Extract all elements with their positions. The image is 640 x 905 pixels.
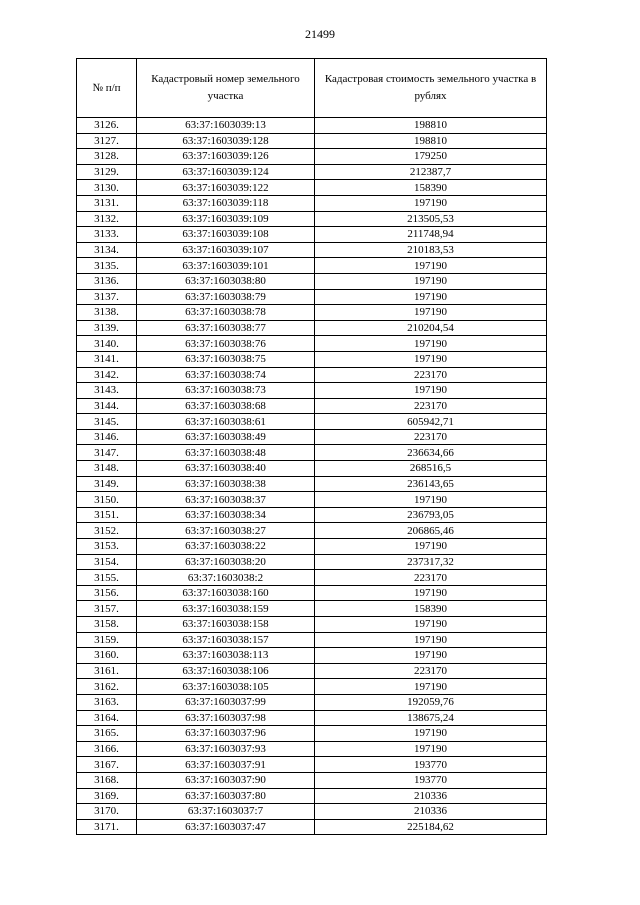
cadastral-number: 63:37:1603038:20	[137, 554, 315, 570]
row-number: 3148.	[77, 461, 137, 477]
cadastral-value: 192059,76	[315, 694, 547, 710]
cadastral-value: 197190	[315, 492, 547, 508]
table-row	[77, 663, 547, 679]
cadastral-value: 206865,46	[315, 523, 547, 539]
cadastral-value: 236634,66	[315, 445, 547, 461]
cadastral-number: 63:37:1603039:126	[137, 149, 315, 165]
row-number: 3163.	[77, 694, 137, 710]
cadastral-value: 197190	[315, 741, 547, 757]
row-number: 3139.	[77, 320, 137, 336]
cadastral-number: 63:37:1603038:76	[137, 336, 315, 352]
cadastral-number: 63:37:1603037:91	[137, 757, 315, 773]
cadastral-value: 198810	[315, 118, 547, 134]
cadastral-number: 63:37:1603038:79	[137, 289, 315, 305]
cadastral-number: 63:37:1603037:96	[137, 726, 315, 742]
row-number: 3128.	[77, 149, 137, 165]
table-row	[77, 539, 547, 555]
cadastral-number: 63:37:1603038:74	[137, 367, 315, 383]
row-number: 3143.	[77, 383, 137, 399]
row-number: 3171.	[77, 819, 137, 835]
cadastral-value: 193770	[315, 772, 547, 788]
cadastral-number: 63:37:1603039:124	[137, 164, 315, 180]
cadastral-number: 63:37:1603039:107	[137, 242, 315, 258]
cadastral-number: 63:37:1603038:40	[137, 461, 315, 477]
table-row	[77, 679, 547, 695]
table-row	[77, 398, 547, 414]
table-row	[77, 710, 547, 726]
cadastral-value: 197190	[315, 585, 547, 601]
table-row	[77, 429, 547, 445]
cadastral-value: 213505,53	[315, 211, 547, 227]
cadastral-number: 63:37:1603037:93	[137, 741, 315, 757]
table-row	[77, 757, 547, 773]
table-row	[77, 258, 547, 274]
cadastral-value: 211748,94	[315, 227, 547, 243]
cadastral-value: 197190	[315, 679, 547, 695]
cadastral-value: 210183,53	[315, 242, 547, 258]
row-number: 3138.	[77, 305, 137, 321]
cadastral-number: 63:37:1603037:80	[137, 788, 315, 804]
row-number: 3150.	[77, 492, 137, 508]
cadastral-number: 63:37:1603037:90	[137, 772, 315, 788]
cadastral-number: 63:37:1603038:106	[137, 663, 315, 679]
row-number: 3132.	[77, 211, 137, 227]
row-number: 3169.	[77, 788, 137, 804]
table-row	[77, 694, 547, 710]
cadastral-number: 63:37:1603038:68	[137, 398, 315, 414]
table-row	[77, 195, 547, 211]
cadastral-value: 210336	[315, 788, 547, 804]
row-number: 3141.	[77, 351, 137, 367]
cadastral-number: 63:37:1603038:48	[137, 445, 315, 461]
table-row	[77, 788, 547, 804]
row-number: 3146.	[77, 429, 137, 445]
cadastral-value: 158390	[315, 601, 547, 617]
cadastral-number: 63:37:1603038:73	[137, 383, 315, 399]
row-number: 3134.	[77, 242, 137, 258]
cadastral-number: 63:37:1603038:2	[137, 570, 315, 586]
cadastral-value: 197190	[315, 336, 547, 352]
cadastral-number: 63:37:1603038:105	[137, 679, 315, 695]
row-number: 3153.	[77, 539, 137, 555]
table-row	[77, 523, 547, 539]
row-number: 3158.	[77, 617, 137, 633]
row-number: 3137.	[77, 289, 137, 305]
table-row	[77, 554, 547, 570]
cadastral-value: 223170	[315, 429, 547, 445]
cadastral-value: 197190	[315, 617, 547, 633]
cadastral-number: 63:37:1603037:47	[137, 819, 315, 835]
cadastral-value: 197190	[315, 289, 547, 305]
cadastral-number: 63:37:1603038:113	[137, 648, 315, 664]
table-row	[77, 227, 547, 243]
cadastral-value: 210336	[315, 804, 547, 820]
table-row	[77, 164, 547, 180]
table-header-row	[77, 59, 547, 118]
table-row	[77, 289, 547, 305]
cadastral-number: 63:37:1603037:99	[137, 694, 315, 710]
table-row	[77, 804, 547, 820]
table-body	[77, 118, 547, 835]
cadastral-table	[76, 58, 547, 835]
cadastral-value: 197190	[315, 351, 547, 367]
row-number: 3155.	[77, 570, 137, 586]
row-number: 3147.	[77, 445, 137, 461]
cadastral-value: 225184,62	[315, 819, 547, 835]
row-number: 3136.	[77, 273, 137, 289]
row-number: 3135.	[77, 258, 137, 274]
table-row	[77, 149, 547, 165]
cadastral-number: 63:37:1603038:77	[137, 320, 315, 336]
row-number: 3126.	[77, 118, 137, 134]
row-number: 3133.	[77, 227, 137, 243]
cadastral-number: 63:37:1603038:157	[137, 632, 315, 648]
table-row	[77, 648, 547, 664]
row-number: 3154.	[77, 554, 137, 570]
row-number: 3160.	[77, 648, 137, 664]
cadastral-value: 605942,71	[315, 414, 547, 430]
cadastral-number: 63:37:1603038:160	[137, 585, 315, 601]
cadastral-value: 236793,05	[315, 507, 547, 523]
cadastral-value: 223170	[315, 570, 547, 586]
row-number: 3167.	[77, 757, 137, 773]
cadastral-value: 179250	[315, 149, 547, 165]
table-row	[77, 305, 547, 321]
row-number: 3168.	[77, 772, 137, 788]
row-number: 3156.	[77, 585, 137, 601]
row-number: 3144.	[77, 398, 137, 414]
cadastral-number: 63:37:1603038:27	[137, 523, 315, 539]
row-number: 3166.	[77, 741, 137, 757]
cadastral-number: 63:37:1603038:78	[137, 305, 315, 321]
row-number: 3157.	[77, 601, 137, 617]
row-number: 3162.	[77, 679, 137, 695]
cadastral-number: 63:37:1603037:98	[137, 710, 315, 726]
cadastral-number: 63:37:1603038:158	[137, 617, 315, 633]
table-row	[77, 601, 547, 617]
table-row	[77, 741, 547, 757]
row-number: 3159.	[77, 632, 137, 648]
cadastral-number: 63:37:1603039:108	[137, 227, 315, 243]
cadastral-value: 212387,7	[315, 164, 547, 180]
row-number: 3170.	[77, 804, 137, 820]
cadastral-number: 63:37:1603038:38	[137, 476, 315, 492]
cadastral-number: 63:37:1603037:7	[137, 804, 315, 820]
table-row	[77, 585, 547, 601]
row-number: 3152.	[77, 523, 137, 539]
cadastral-number: 63:37:1603039:118	[137, 195, 315, 211]
row-number: 3142.	[77, 367, 137, 383]
row-number: 3140.	[77, 336, 137, 352]
cadastral-value: 197190	[315, 195, 547, 211]
table-row	[77, 180, 547, 196]
table-row	[77, 320, 547, 336]
cadastral-number: 63:37:1603039:128	[137, 133, 315, 149]
cadastral-number: 63:37:1603039:122	[137, 180, 315, 196]
cadastral-number: 63:37:1603038:34	[137, 507, 315, 523]
table-row	[77, 819, 547, 835]
row-number: 3127.	[77, 133, 137, 149]
cadastral-value: 197190	[315, 648, 547, 664]
row-number: 3149.	[77, 476, 137, 492]
cadastral-number: 63:37:1603038:49	[137, 429, 315, 445]
cadastral-number: 63:37:1603039:13	[137, 118, 315, 134]
table-row	[77, 461, 547, 477]
cadastral-value: 268516,5	[315, 461, 547, 477]
table-row	[77, 570, 547, 586]
row-number: 3151.	[77, 507, 137, 523]
cadastral-value: 197190	[315, 305, 547, 321]
cadastral-value: 223170	[315, 398, 547, 414]
cadastral-value: 197190	[315, 539, 547, 555]
table-row	[77, 211, 547, 227]
cadastral-value: 197190	[315, 273, 547, 289]
cadastral-value: 158390	[315, 180, 547, 196]
table-row	[77, 507, 547, 523]
table-row	[77, 772, 547, 788]
cadastral-value: 138675,24	[315, 710, 547, 726]
table-row	[77, 351, 547, 367]
table-row	[77, 445, 547, 461]
row-number: 3130.	[77, 180, 137, 196]
table-row	[77, 476, 547, 492]
row-number: 3129.	[77, 164, 137, 180]
row-number: 3161.	[77, 663, 137, 679]
table-row	[77, 367, 547, 383]
cadastral-number: 63:37:1603038:37	[137, 492, 315, 508]
cadastral-value: 193770	[315, 757, 547, 773]
table-row	[77, 336, 547, 352]
table-row	[77, 273, 547, 289]
table-row	[77, 492, 547, 508]
cadastral-number: 63:37:1603039:109	[137, 211, 315, 227]
cadastral-number: 63:37:1603039:101	[137, 258, 315, 274]
cadastral-number: 63:37:1603038:159	[137, 601, 315, 617]
cadastral-number: 63:37:1603038:22	[137, 539, 315, 555]
row-number: 3131.	[77, 195, 137, 211]
cadastral-value: 197190	[315, 383, 547, 399]
cadastral-value: 223170	[315, 663, 547, 679]
row-number: 3164.	[77, 710, 137, 726]
table-row	[77, 242, 547, 258]
header-cadastral-value: Кадастровая стоимость земельного участка в рублях	[315, 59, 547, 118]
table-row	[77, 414, 547, 430]
table-row	[77, 118, 547, 134]
cadastral-value: 237317,32	[315, 554, 547, 570]
cadastral-value: 223170	[315, 367, 547, 383]
row-number: 3145.	[77, 414, 137, 430]
page-number: 21499	[305, 27, 335, 41]
table-row	[77, 617, 547, 633]
cadastral-number: 63:37:1603038:80	[137, 273, 315, 289]
header-cadastral-number: Кадастровый номер земельного участка	[137, 59, 315, 118]
cadastral-number: 63:37:1603038:75	[137, 351, 315, 367]
table-row	[77, 726, 547, 742]
row-number: 3165.	[77, 726, 137, 742]
cadastral-value: 210204,54	[315, 320, 547, 336]
cadastral-value: 197190	[315, 632, 547, 648]
cadastral-number: 63:37:1603038:61	[137, 414, 315, 430]
cadastral-value: 236143,65	[315, 476, 547, 492]
cadastral-value: 197190	[315, 726, 547, 742]
table-row	[77, 632, 547, 648]
table-row	[77, 133, 547, 149]
header-num: № п/п	[77, 59, 137, 118]
table-row	[77, 383, 547, 399]
cadastral-value: 197190	[315, 258, 547, 274]
cadastral-value: 198810	[315, 133, 547, 149]
